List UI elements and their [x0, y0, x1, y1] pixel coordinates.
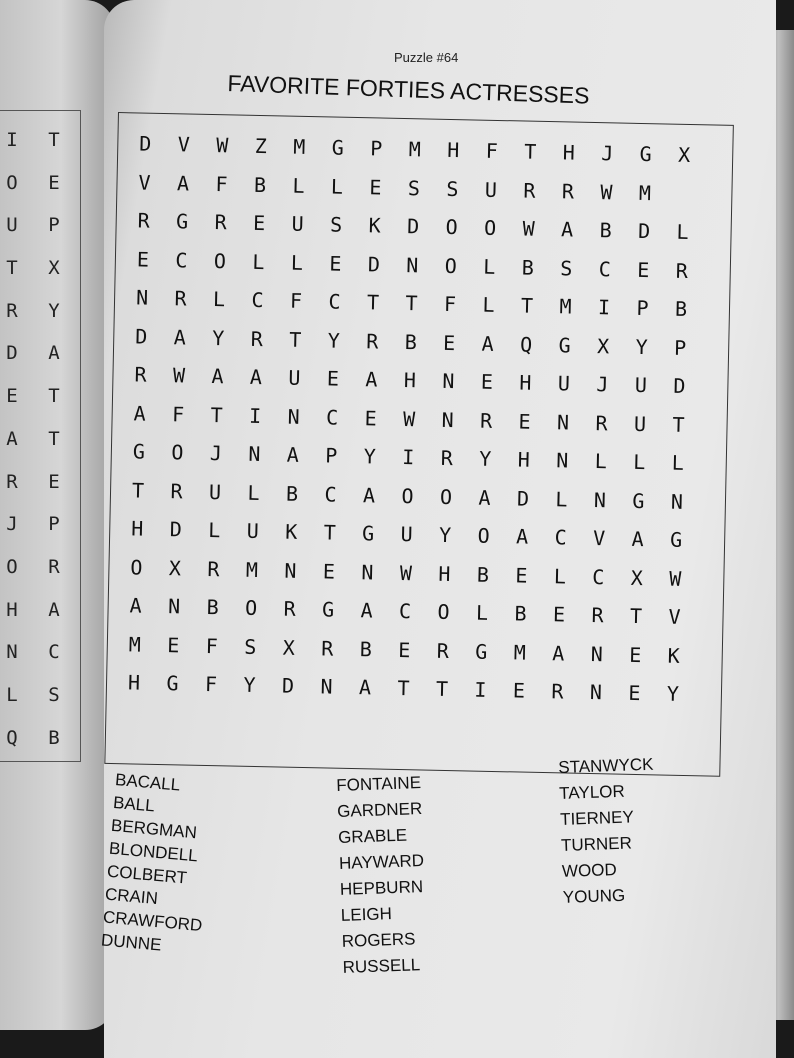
grid-letter: H	[519, 370, 532, 395]
grid-letter: A	[133, 400, 146, 426]
word-list-item: LEIGH	[340, 904, 393, 925]
word-list-item: CRAIN	[104, 884, 159, 909]
grid-letter: R	[170, 478, 183, 503]
grid-letter: Z	[254, 133, 268, 159]
grid-letter: L	[483, 254, 496, 279]
grid-letter: C	[598, 256, 612, 281]
facing-page-letter: E	[48, 470, 60, 493]
grid-letter: F	[289, 288, 303, 313]
facing-page-letter: T	[6, 257, 18, 280]
word-list-column-3	[558, 755, 658, 914]
grid-letter: V	[138, 169, 151, 195]
grid-letter: A	[560, 217, 574, 242]
grid-letter: K	[284, 519, 298, 544]
facing-page-letter: B	[48, 726, 60, 749]
grid-letter: Y	[243, 672, 256, 698]
grid-letter: A	[362, 482, 376, 507]
word-list-item: ROGERS	[341, 929, 416, 951]
grid-letter: E	[167, 632, 180, 657]
grid-letter: L	[212, 287, 226, 312]
grid-letter: R	[134, 362, 147, 387]
grid-letter: C	[175, 247, 188, 272]
grid-letter: G	[175, 209, 189, 234]
grid-letter: D	[367, 251, 381, 277]
grid-letter: Y	[212, 325, 225, 350]
grid-letter: N	[556, 409, 570, 435]
grid-letter: N	[556, 448, 569, 473]
grid-letter: N	[406, 252, 419, 277]
grid-letter: O	[244, 595, 258, 621]
grid-letter: E	[637, 257, 650, 282]
word-search-grid	[104, 112, 734, 777]
grid-letter: R	[365, 328, 379, 353]
grid-letter: E	[552, 602, 566, 627]
grid-letter: I	[402, 445, 415, 470]
word-list-item: TIERNEY	[559, 807, 635, 829]
word-list-item: HAYWARD	[338, 850, 425, 873]
grid-letter: Y	[327, 327, 341, 353]
grid-letter: D	[169, 517, 183, 542]
grid-letter: O	[483, 215, 497, 240]
grid-letter: U	[557, 371, 571, 396]
word-list-item: HEPBURN	[339, 877, 424, 899]
grid-letter: N	[441, 407, 454, 432]
grid-letter: F	[443, 291, 457, 317]
facing-page-letter: Q	[6, 726, 18, 749]
grid-letter: Y	[438, 522, 452, 548]
grid-letter: L	[247, 480, 260, 505]
grid-letter: X	[596, 333, 610, 358]
grid-letter: N	[167, 594, 181, 619]
grid-letter: T	[520, 293, 534, 318]
grid-letter: J	[209, 441, 223, 466]
grid-letter: N	[670, 489, 684, 514]
puzzle-title: FAVORITE FORTIES ACTRESSES	[227, 70, 590, 109]
grid-letter: R	[283, 596, 296, 621]
grid-letter: Y	[666, 681, 680, 706]
word-list-column-2	[336, 773, 428, 984]
grid-letter: Y	[363, 444, 377, 469]
grid-letter: E	[515, 562, 528, 588]
facing-page-column-a	[2, 129, 22, 769]
grid-letter: B	[521, 254, 535, 280]
grid-letter: E	[398, 637, 411, 662]
grid-letter: G	[132, 439, 146, 464]
grid-letter: H	[446, 137, 460, 163]
grid-letter: W	[600, 179, 613, 204]
word-list-item: GARDNER	[336, 799, 423, 821]
word-list-item: RUSSELL	[342, 955, 421, 977]
grid-letter: F	[204, 671, 218, 697]
facing-page-letter: A	[6, 427, 18, 450]
puzzle-page	[100, 0, 776, 1058]
grid-letter: A	[249, 364, 263, 390]
grid-letter: D	[637, 218, 651, 244]
grid-letter: C	[592, 564, 605, 589]
grid-letter: T	[523, 139, 537, 164]
facing-page-letter: R	[6, 299, 18, 322]
grid-letter: R	[551, 679, 564, 704]
facing-page-letter: T	[48, 385, 60, 408]
grid-letter: C	[398, 598, 412, 624]
grid-letter: T	[405, 291, 418, 316]
grid-letter: B	[253, 172, 267, 197]
facing-page-letter: P	[48, 513, 60, 536]
grid-letter: G	[166, 671, 179, 696]
grid-letter: U	[400, 522, 413, 547]
word-list-column-1	[100, 770, 215, 962]
grid-letter: C	[554, 525, 567, 550]
word-list-item: BLONDELL	[108, 838, 199, 866]
grid-letter: T	[672, 412, 685, 437]
grid-letter: N	[135, 285, 149, 310]
grid-letter: O	[401, 483, 414, 508]
grid-letter: A	[551, 640, 565, 665]
grid-letter: K	[667, 643, 681, 668]
grid-letter: E	[364, 405, 377, 430]
grid-letter: D	[406, 214, 420, 239]
word-list-item: FONTAINE	[336, 773, 422, 795]
grid-letter: K	[368, 213, 381, 238]
grid-letter: E	[628, 642, 642, 667]
facing-page-letter: A	[48, 598, 60, 621]
grid-letter: O	[213, 248, 227, 273]
facing-page-letter: X	[48, 257, 60, 280]
grid-letter: W	[669, 566, 682, 591]
facing-page-letter: Y	[48, 299, 60, 322]
grid-letter: P	[673, 335, 687, 360]
word-list-item: YOUNG	[562, 885, 626, 907]
grid-letter: L	[555, 486, 568, 511]
facing-page-letter: H	[6, 598, 18, 621]
grid-letter: U	[291, 211, 304, 236]
grid-letter: R	[174, 286, 187, 311]
grid-letter: U	[288, 365, 301, 390]
grid-letter: B	[599, 218, 612, 243]
grid-letter: I	[248, 403, 262, 428]
word-list-item: BERGMAN	[110, 815, 198, 843]
grid-letter: O	[445, 214, 458, 240]
facing-page	[0, 0, 115, 1030]
grid-letter: L	[553, 563, 567, 588]
grid-letter: T	[366, 290, 380, 315]
grid-letter: S	[244, 634, 257, 659]
facing-page-letter: R	[6, 470, 18, 493]
grid-letter: L	[207, 517, 221, 543]
word-list-item: GRABLE	[337, 825, 408, 847]
grid-letter: T	[397, 675, 410, 701]
grid-letter: S	[560, 255, 573, 281]
grid-letter: A	[360, 598, 373, 623]
grid-letter: A	[173, 324, 187, 349]
grid-letter: G	[475, 639, 488, 664]
grid-letter: N	[320, 674, 333, 699]
facing-page-letter: I	[6, 129, 18, 151]
grid-letter: N	[248, 441, 261, 467]
grid-letter: G	[321, 597, 335, 622]
grid-letter: E	[628, 680, 641, 706]
grid-letter: F	[215, 171, 228, 196]
grid-letter: F	[205, 633, 219, 658]
grid-letter: R	[479, 408, 493, 433]
grid-letter: R	[207, 556, 220, 581]
grid-letter: S	[407, 175, 421, 200]
grid-letter: M	[638, 180, 652, 205]
grid-letter: R	[595, 410, 608, 435]
grid-letter: N	[442, 368, 455, 394]
word-list-item: BALL	[112, 792, 156, 816]
grid-letter: O	[437, 599, 450, 625]
facing-page-letter: T	[48, 427, 60, 450]
word-list-item: TURNER	[560, 833, 633, 855]
grid-letter: L	[292, 173, 305, 198]
grid-letter: D	[516, 485, 530, 511]
facing-page-letter: O	[6, 171, 18, 194]
facing-page-grid	[0, 110, 81, 762]
grid-letter: R	[137, 208, 150, 233]
grid-letter: D	[139, 131, 152, 156]
grid-letter: W	[399, 560, 413, 585]
facing-page-letter: A	[48, 342, 60, 365]
grid-letter: B	[674, 296, 688, 321]
grid-letter: J	[596, 372, 609, 397]
facing-page-letter: T	[48, 129, 60, 151]
grid-letter: P	[325, 443, 338, 468]
grid-letter: G	[639, 141, 653, 167]
grid-letter: I	[597, 295, 611, 320]
grid-letter: E	[369, 174, 382, 200]
grid-letter: G	[669, 527, 683, 552]
facing-page-letter: E	[48, 171, 60, 194]
grid-letter: L	[594, 449, 608, 474]
grid-letter: A	[358, 675, 372, 700]
grid-letter: R	[591, 603, 604, 628]
grid-letter: A	[365, 367, 378, 392]
grid-letter: B	[476, 562, 490, 587]
grid-letter: I	[474, 677, 487, 702]
facing-page-letter: O	[6, 555, 18, 578]
grid-letter: G	[361, 521, 375, 546]
grid-letter: U	[208, 479, 222, 504]
grid-letter: R	[561, 178, 575, 204]
grid-letter: B	[285, 481, 299, 506]
grid-letter: L	[290, 250, 304, 275]
grid-letter: M	[293, 134, 306, 159]
grid-letter: X	[677, 142, 691, 167]
grid-letter: B	[359, 636, 373, 661]
grid-letter: Y	[635, 334, 648, 359]
grid-letter: A	[481, 331, 495, 356]
grid-letter: E	[512, 678, 526, 703]
grid-letter: S	[329, 212, 343, 237]
grid-letter: L	[330, 173, 344, 199]
grid-letter: L	[671, 450, 685, 475]
grid-letter: N	[284, 558, 297, 583]
facing-page-letter: D	[6, 342, 18, 365]
grid-letter: L	[482, 292, 495, 317]
grid-letter: M	[559, 294, 572, 319]
grid-letter: R	[214, 210, 227, 235]
facing-page-letter: U	[6, 214, 18, 237]
grid-letter: E	[329, 250, 342, 276]
grid-letter: A	[515, 524, 529, 549]
facing-page-letter: L	[6, 683, 18, 706]
grid-letter: W	[172, 363, 186, 388]
grid-letter: A	[176, 170, 190, 196]
grid-letter: E	[442, 330, 456, 355]
word-list-item: COLBERT	[106, 861, 188, 888]
grid-letter: O	[439, 484, 453, 509]
facing-page-column-b	[44, 129, 64, 769]
grid-letter: H	[562, 140, 576, 165]
grid-letter: A	[631, 526, 644, 552]
grid-letter: W	[402, 406, 416, 431]
grid-letter: A	[211, 364, 224, 389]
grid-letter: H	[517, 447, 531, 472]
grid-letter: E	[518, 408, 531, 434]
grid-letter: L	[676, 219, 689, 244]
grid-letter: X	[168, 555, 182, 580]
grid-letter: T	[288, 327, 302, 352]
grid-letter: V	[177, 132, 191, 157]
grid-letter: T	[210, 402, 223, 427]
grid-letter: G	[331, 135, 345, 160]
facing-page-letter: N	[6, 641, 18, 664]
grid-letter: Q	[519, 331, 533, 357]
word-list-item: BACALL	[114, 770, 181, 795]
grid-letter: P	[636, 295, 649, 321]
grid-letter: L	[252, 249, 265, 274]
grid-letter: X	[630, 565, 644, 590]
grid-letter: T	[435, 676, 449, 702]
grid-letter: R	[321, 635, 334, 661]
grid-letter: U	[634, 372, 648, 398]
word-list-item: DUNNE	[100, 930, 163, 955]
grid-letter: W	[216, 133, 229, 158]
grid-letter: L	[475, 600, 489, 625]
puzzle-number: Puzzle #64	[394, 50, 459, 65]
grid-letter: E	[326, 366, 340, 391]
grid-letter: H	[438, 561, 451, 586]
grid-letter: H	[127, 670, 141, 695]
grid-letter: B	[514, 601, 527, 626]
grid-letter: Y	[479, 446, 492, 471]
grid-letter: J	[600, 141, 614, 166]
grid-letter: N	[361, 559, 374, 584]
grid-letter: C	[324, 481, 337, 507]
grid-letter: N	[287, 404, 300, 429]
grid-letter: R	[523, 178, 536, 203]
grid-letter: D	[673, 373, 686, 398]
grid-letter: R	[440, 445, 454, 471]
grid-letter: A	[129, 593, 142, 618]
grid-letter: E	[480, 369, 494, 394]
grid-letter: N	[590, 641, 604, 666]
grid-letter: R	[436, 638, 450, 663]
grid-letter: A	[286, 442, 300, 467]
grid-letter: M	[245, 557, 259, 582]
grid-letter: O	[130, 554, 143, 580]
word-list-item: WOOD	[561, 860, 618, 881]
grid-letter: S	[446, 176, 459, 201]
grid-letter: U	[246, 518, 260, 544]
grid-letter: E	[322, 558, 336, 584]
grid-letter: F	[485, 138, 499, 163]
word-list-item: TAYLOR	[558, 781, 626, 803]
grid-letter: U	[633, 411, 647, 436]
grid-letter: F	[171, 401, 185, 426]
grid-letter: W	[522, 216, 535, 241]
grid-letter: H	[403, 368, 417, 393]
grid-letter: M	[128, 631, 142, 657]
facing-page-letter: C	[48, 641, 60, 664]
grid-letter: M	[513, 639, 527, 665]
grid-letter: B	[404, 329, 418, 354]
grid-letter: D	[135, 323, 148, 349]
grid-letter: L	[633, 449, 646, 475]
facing-page-letter: P	[48, 214, 60, 237]
grid-letter: T	[629, 603, 643, 629]
grid-letter: N	[589, 680, 603, 705]
grid-letter: O	[444, 253, 458, 278]
grid-letter: R	[250, 326, 264, 351]
grid-letter: O	[171, 440, 184, 465]
grid-letter: D	[281, 673, 295, 698]
facing-page-letter: R	[48, 555, 60, 578]
facing-page-letter: J	[6, 513, 18, 536]
word-list-item: CRAWFORD	[102, 907, 204, 936]
grid-letter: T	[131, 477, 145, 503]
grid-letter: O	[477, 523, 490, 548]
facing-page-letter: E	[6, 385, 18, 408]
grid-letter: E	[252, 210, 266, 236]
grid-letter: G	[632, 488, 645, 513]
grid-letter: U	[484, 177, 498, 202]
grid-letter: R	[675, 258, 689, 283]
grid-letter: E	[136, 246, 150, 272]
grid-letter: N	[593, 487, 607, 512]
grid-letter: P	[370, 136, 383, 161]
grid-letter: V	[668, 604, 681, 629]
grid-letter: X	[282, 635, 296, 660]
grid-letter: V	[592, 526, 606, 551]
word-list-item: STANWYCK	[558, 754, 654, 777]
grid-letter: B	[206, 594, 219, 620]
grid-letter: A	[478, 485, 491, 510]
grid-letter: C	[251, 287, 264, 313]
grid-letter: C	[325, 404, 339, 430]
grid-letter: G	[558, 332, 571, 358]
grid-letter: C	[328, 289, 341, 314]
grid-letter: M	[408, 137, 422, 162]
grid-letter: H	[131, 516, 144, 541]
facing-page-letter: S	[48, 683, 60, 706]
grid-letter: T	[323, 520, 337, 545]
